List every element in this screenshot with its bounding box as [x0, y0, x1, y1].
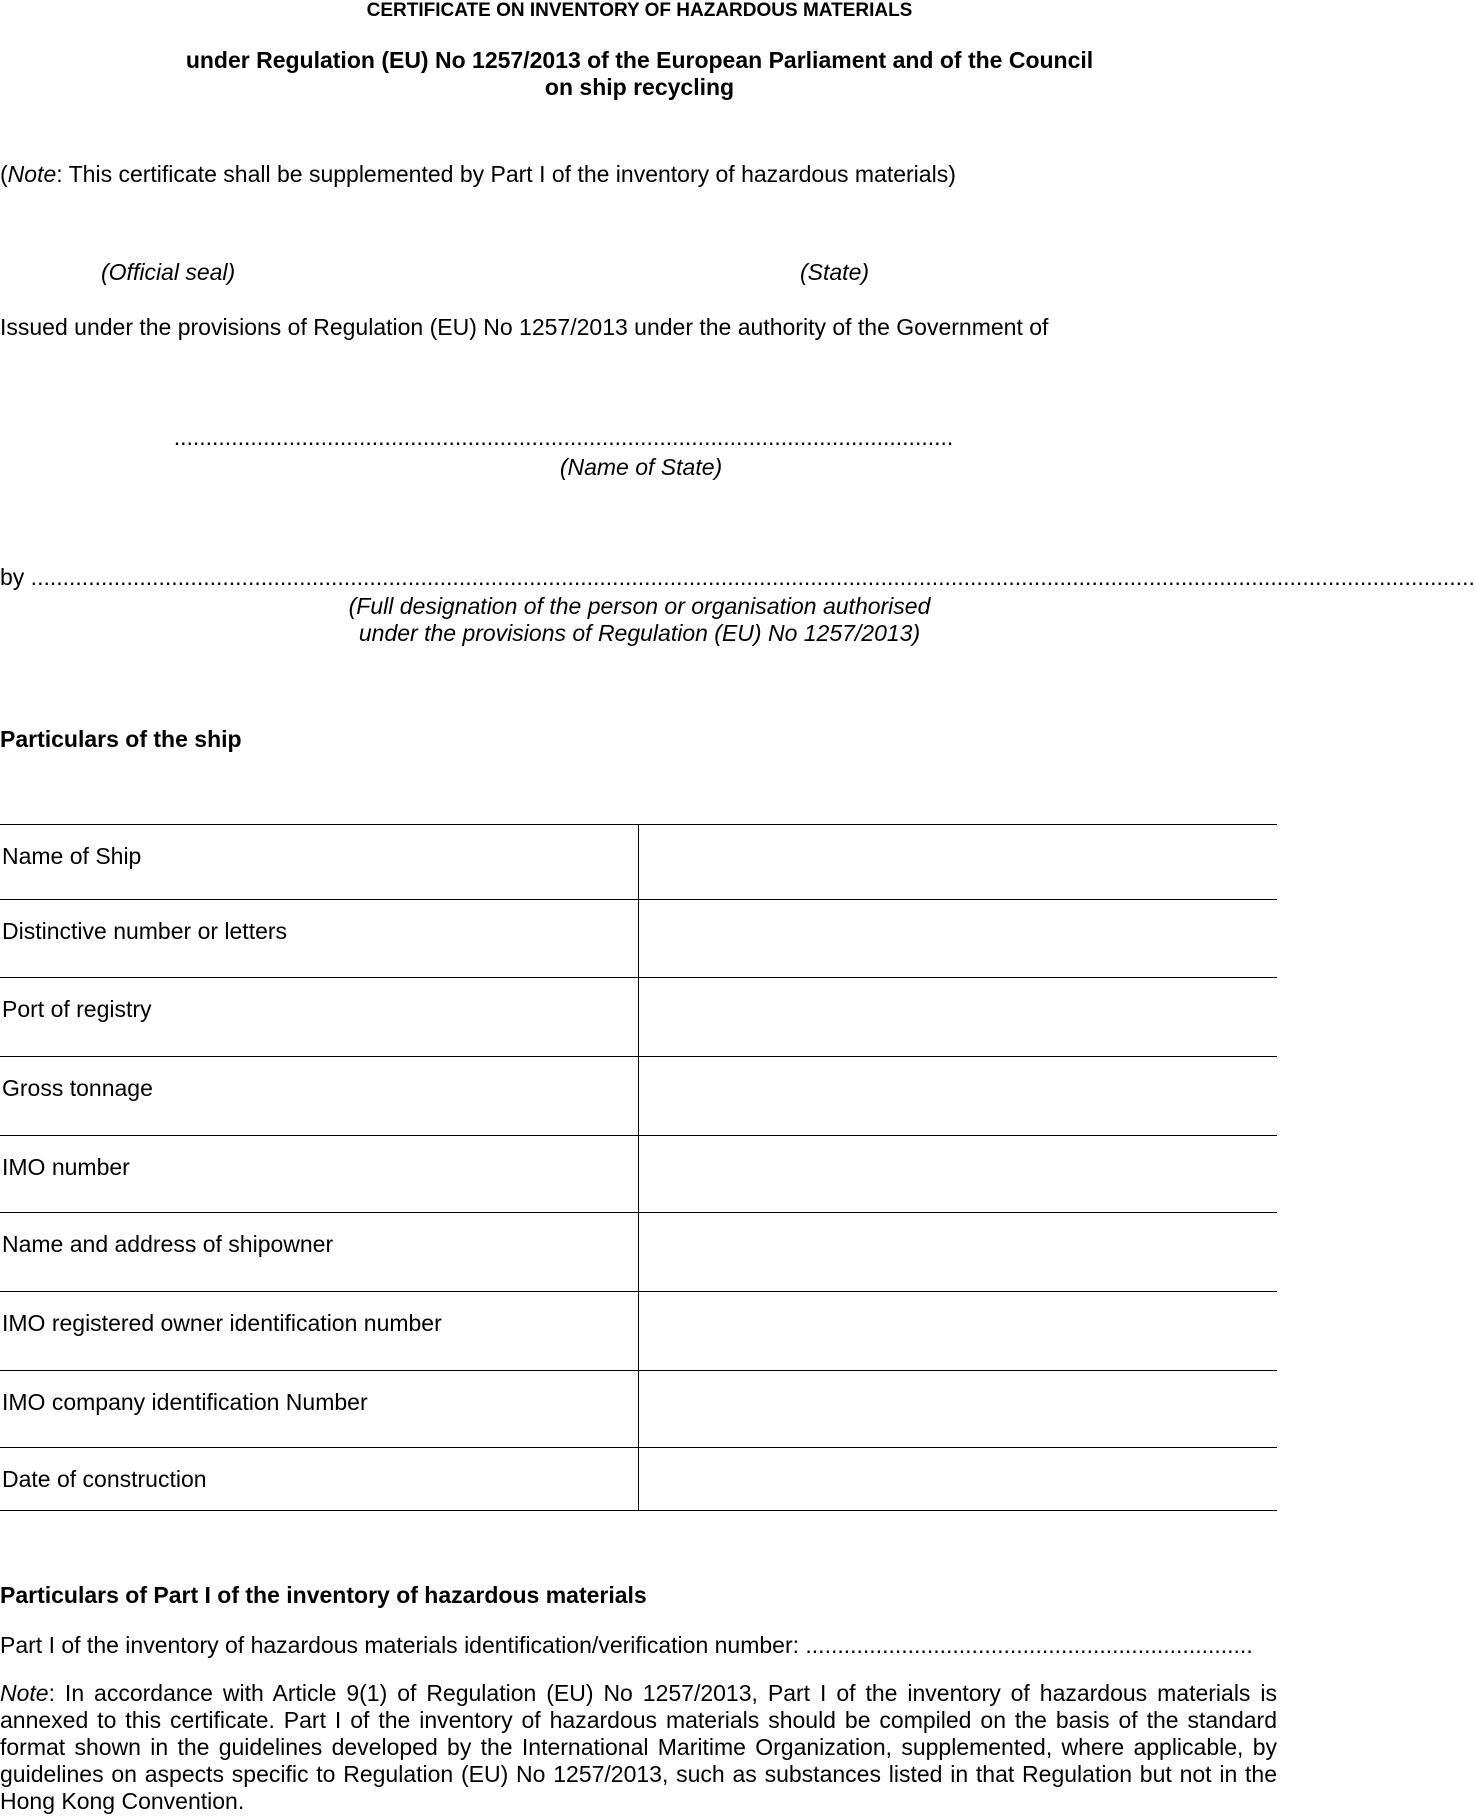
table-row — [0, 825, 1277, 900]
row-label: Distinctive number or letters — [0, 900, 639, 978]
note-label: Note — [0, 1680, 49, 1706]
row-value-field[interactable] — [639, 1448, 1278, 1511]
note-label: Note — [7, 161, 57, 187]
note-text: : This certificate shall be supplemented by Part I of the inventory of hazardous materials) — [56, 161, 956, 187]
annex-note — [0, 1680, 1277, 1815]
ship-particulars-heading: Particulars of the ship — [0, 726, 242, 752]
row-value-field[interactable] — [639, 900, 1278, 978]
state-label: (State) — [800, 259, 870, 285]
row-value-field[interactable] — [639, 1292, 1278, 1371]
table-row — [0, 1371, 1277, 1448]
row-value-field[interactable] — [639, 1213, 1278, 1292]
table-row — [0, 1213, 1277, 1292]
inventory-particulars-heading: Particulars of Part I of the inventory of hazardous materials — [0, 1582, 647, 1608]
table-row — [0, 1448, 1277, 1511]
row-label: Gross tonnage — [0, 1057, 639, 1136]
subtitle-line-1: under Regulation (EU) No 1257/2013 of the European Parliament and of the Council — [185, 47, 1094, 73]
row-label: Port of registry — [0, 978, 639, 1057]
official-seal-label: (Official seal) — [101, 259, 236, 285]
row-value-field[interactable] — [639, 978, 1278, 1057]
inventory-id-field[interactable]: Part I of the inventory of hazardous materials identification/verification number: ...................................................................... — [0, 1632, 1253, 1658]
row-label: Name of Ship — [0, 825, 639, 900]
authorised-by-field[interactable]: by .................................................................................................................................................................................................................................. — [0, 564, 1475, 590]
subtitle-line-2: on ship recycling — [544, 74, 735, 100]
table-row — [0, 1057, 1277, 1136]
full-designation-line-1: (Full designation of the person or organisation authorised — [348, 593, 931, 619]
note-open-paren: ( — [0, 161, 8, 187]
table-row — [0, 978, 1277, 1057]
table-row — [0, 900, 1277, 978]
certificate-subtitle — [0, 47, 1279, 101]
row-label: IMO number — [0, 1136, 639, 1213]
table-row — [0, 1292, 1277, 1371]
note-text: : In accordance with Article 9(1) of Regulation (EU) No 1257/2013, Part I of the inventory of hazardous materials is annexed to this certificate. Part I of the inventory of hazardous materials should be compiled on the basis of the standard format shown in the guidelines developed by the International Maritime Organization, supplemented, where applicable, by guidelines on aspects specific to Regulation (EU) No 1257/2013, such as substances listed in that Regulation but not in the Hong Kong Convention. — [0, 1680, 1277, 1814]
name-of-state-caption: (Name of State) — [559, 454, 723, 480]
row-value-field[interactable] — [639, 1136, 1278, 1213]
row-value-field[interactable] — [639, 1371, 1278, 1448]
row-value-field[interactable] — [639, 825, 1278, 900]
ship-particulars-table — [0, 824, 1277, 1511]
row-label: Date of construction — [0, 1448, 639, 1511]
row-label: IMO registered owner identification number — [0, 1292, 639, 1371]
row-label: Name and address of shipowner — [0, 1213, 639, 1292]
supplement-note — [0, 161, 956, 188]
row-value-field[interactable] — [639, 1057, 1278, 1136]
certificate-title: CERTIFICATE ON INVENTORY OF HAZARDOUS MATERIALS — [366, 0, 913, 21]
name-of-state-field[interactable]: .......................................................................................................................... — [173, 424, 954, 450]
table-row — [0, 1136, 1277, 1213]
full-designation-line-2: under the provisions of Regulation (EU) No 1257/2013) — [358, 620, 921, 646]
row-label: IMO company identification Number — [0, 1371, 639, 1448]
issued-statement: Issued under the provisions of Regulation (EU) No 1257/2013 under the authority of the Government of — [0, 314, 1049, 340]
full-designation-caption — [0, 593, 1279, 647]
